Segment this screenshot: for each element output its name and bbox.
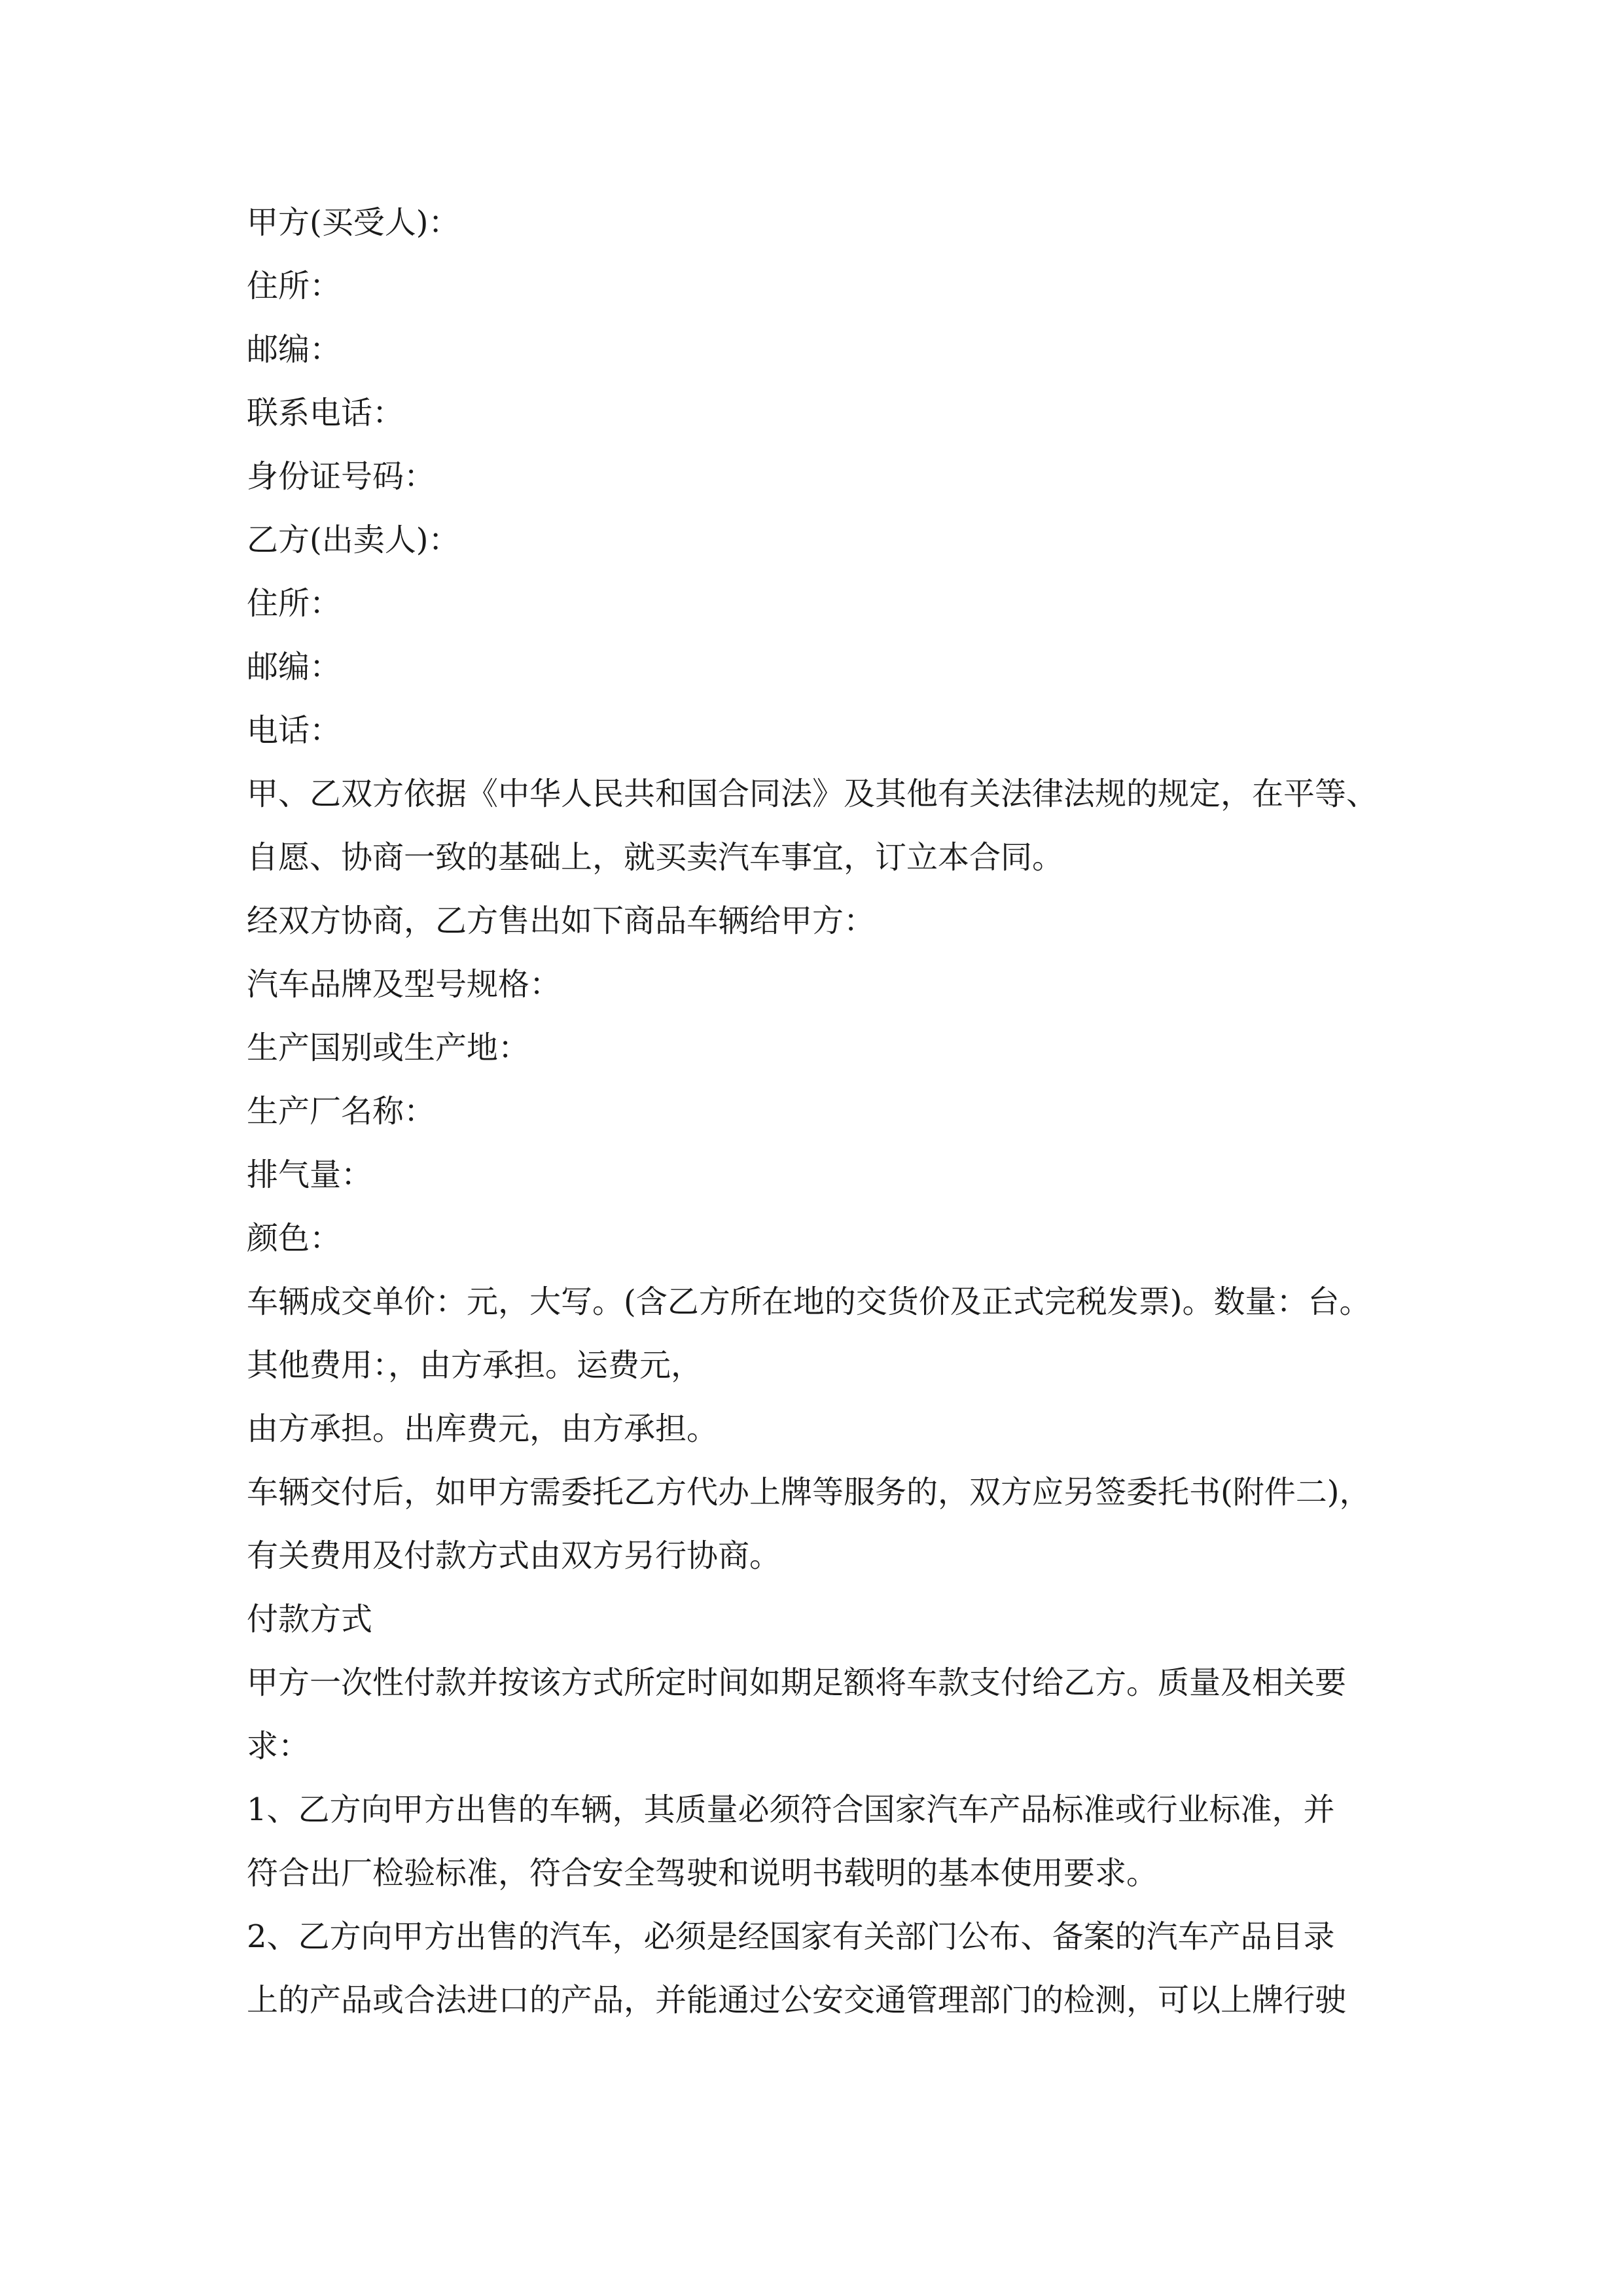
vehicle-origin: 生产国别或生产地： [247,1030,530,1066]
seller-heading: 乙方(出卖人)： [247,522,460,558]
quality-clause-2: 2、乙方向甲方出售的汽车，必须是经国家有关部门公布、备案的汽车产品目录 [247,1918,1335,1955]
other-fees-line: 由方承担。出库费元，由方承担。 [247,1410,719,1447]
delivery-service-line: 有关费用及付款方式由双方另行协商。 [247,1537,781,1574]
other-fees-line: 其他费用：，由方承担。运费元， [247,1347,703,1384]
buyer-postcode: 邮编： [247,331,342,368]
seller-postcode: 邮编： [247,649,342,685]
buyer-address: 住所： [247,268,342,304]
vehicle-color: 颜色： [247,1220,342,1257]
buyer-id-number: 身份证号码： [247,458,436,495]
preamble-line: 自愿、协商一致的基础上，就买卖汽车事宜，订立本合同。 [247,839,1064,876]
buyer-heading: 甲方(买受人)： [247,204,460,241]
seller-phone: 电话： [247,712,342,749]
seller-address: 住所： [247,585,342,622]
vehicle-manufacturer: 生产厂名称： [247,1093,436,1130]
unit-price-line: 车辆成交单价：元，大写。(含乙方所在地的交货价及正式完税发票)。数量：台。 [247,1283,1371,1320]
payment-terms-line: 求： [247,1728,310,1765]
vehicle-displacement: 排气量： [247,1157,373,1193]
contract-body [247,191,1425,2032]
payment-method-heading: 付款方式 [247,1601,373,1638]
delivery-service-line: 车辆交付后，如甲方需委托乙方代办上牌等服务的，双方应另签委托书(附件二)， [247,1474,1371,1511]
vehicle-brand-model: 汽车品牌及型号规格： [247,966,562,1003]
payment-terms-line: 甲方一次性付款并按该方式所定时间如期足额将车款支付给乙方。质量及相关要 [247,1664,1347,1701]
quality-clause-1: 1、乙方向甲方出售的车辆，其质量必须符合国家汽车产品标准或行业标准，并 [247,1791,1335,1828]
sale-statement: 经双方协商，乙方售出如下商品车辆给甲方： [247,903,876,939]
quality-clause-1: 符合出厂检验标准，符合安全驾驶和说明书载明的基本使用要求。 [247,1855,1158,1892]
preamble-line: 甲、乙双方依据《中华人民共和国合同法》及其他有关法律法规的规定，在平等、 [247,776,1378,812]
quality-clause-2: 上的产品或合法进口的产品，并能通过公安交通管理部门的检测，可以上牌行驶 [247,1982,1347,2018]
buyer-phone: 联系电话： [247,395,404,431]
